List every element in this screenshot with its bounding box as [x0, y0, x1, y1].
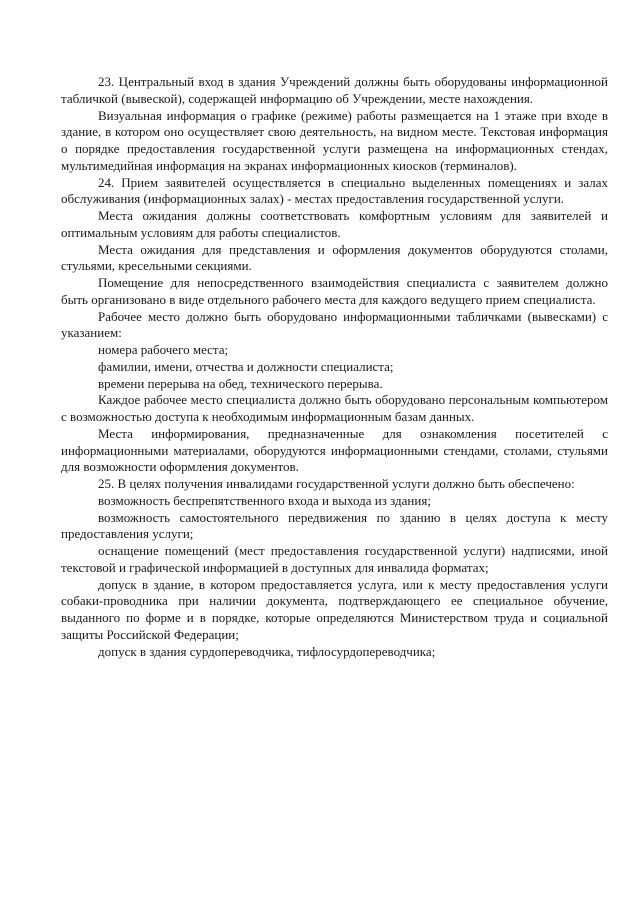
- list-item-specialist-name: фамилии, имени, отчества и должности специалиста;: [98, 358, 394, 374]
- list-item-workplace-number: номера рабочего места;: [98, 342, 229, 357]
- list-item-break-time: времени перерыва на обед, технического перерыва.: [98, 375, 383, 391]
- paragraph-24-reception: 24. Прием заявителей осуществляется в специально выделенных помещениях и залах обслуживания (информационных залах) - местах предоставления государственной услуги.: [61, 174, 608, 207]
- list-item-sign-interpreter: допуск в здания сурдопереводчика, тифлосурдопереводчика;: [98, 643, 436, 659]
- paragraph-waiting-places: Места ожидания должны соответствовать комфортным условиям для заявителей и оптимальным условиям для работы специалистов.: [61, 208, 608, 240]
- list-item-signage: оснащение помещений (мест предоставления государственной услуги) надписями, иной текстовой и графической информацией в доступных для инвалида форматах;: [61, 543, 608, 575]
- list-item-guide-dog: допуск в здание, в котором предоставляется услуга, или к месту предоставления услуги собаки-проводника при наличии документа, подтверждающего ее специальное обучение, выданного по форме и в порядке, которые определяются Министерством труда и социальной защиты Российской Федерации;: [61, 576, 608, 642]
- paragraph-computer: Каждое рабочее место специалиста должно быть оборудовано персональным компьютером с возможностью доступа к необходимым информационным базам данных.: [61, 392, 608, 424]
- paragraph-waiting-furniture: Места ожидания для представления и оформления документов оборудуются столами, стульями, кресельными секциями.: [61, 241, 608, 274]
- paragraph-interaction-room: Помещение для непосредственного взаимодействия специалиста с заявителем должно быть организовано в виде отдельного рабочего места для каждого ведущего прием специалиста.: [61, 275, 608, 307]
- paragraph-visual-information: Визуальная информация о графике (режиме) работы размещается на 1 этаже при входе в здание, в котором оно осуществляет свою деятельность, на видном месте. Текстовая информация о порядке предоставления государственной услуги размещена на информационных стендах, мультимедийная информация на экранах информационных киосков (терминалов).: [61, 107, 608, 173]
- list-item-movement: возможность самостоятельного передвижения по зданию в целях доступа к месту предоставления услуги;: [61, 509, 608, 542]
- paragraph-workplace-signs: Рабочее место должно быть оборудовано информационными табличками (вывесками) с указанием:: [61, 308, 608, 341]
- paragraph-25-disabled-access: 25. В целях получения инвалидами государственной услуги должно быть обеспечено:: [98, 476, 575, 491]
- paragraph-information-places: Места информирования, предназначенные для ознакомления посетителей с информационными материалами, оборудуются информационными стендами, столами, стульями для возможности оформления документов.: [61, 425, 608, 475]
- paragraph-23-entrance-sign: 23. Центральный вход в здания Учреждений должны быть оборудованы информационной табличкой (вывеской), содержащей информацию об Учреждении, месте нахождения.: [61, 74, 608, 106]
- list-item-entrance-exit: возможность беспрепятственного входа и выхода из здания;: [98, 492, 431, 508]
